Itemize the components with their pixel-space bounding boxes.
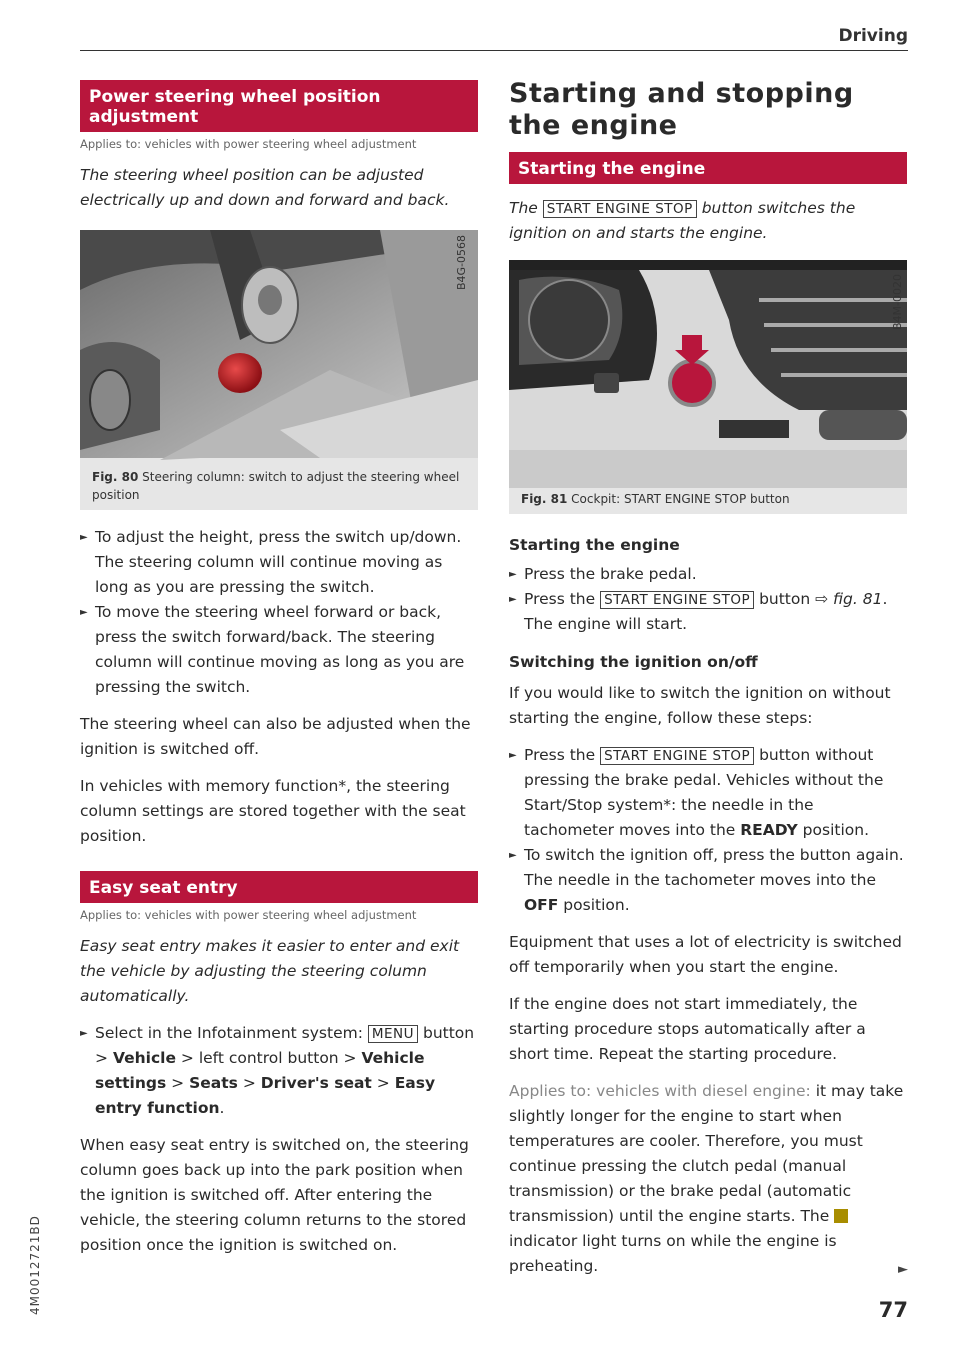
subheading-ignition: Switching the ignition on/off xyxy=(509,653,758,671)
switch-icon xyxy=(594,373,619,393)
intro-start-button: The START ENGINE STOP button switches the ignition on and starts the engine. xyxy=(509,199,856,242)
para-ignition-off: The steering wheel can also be adjusted when the ignition is switched off. xyxy=(80,715,471,758)
para-electricity: Equipment that uses a lot of electricity is switched off temporarily when you start the engine. xyxy=(509,933,902,976)
heading-easy-seat-entry: Easy seat entry xyxy=(80,871,478,903)
continue-arrow-icon: ► xyxy=(898,1262,908,1277)
adjust-switch-icon xyxy=(218,353,262,393)
figure-80-caption xyxy=(92,468,472,504)
page-number: 77 xyxy=(878,1298,908,1322)
figure-code: B4M-0020 xyxy=(891,274,904,330)
bullet-press-brake: ► Press the brake pedal. xyxy=(509,562,907,587)
bullet-ignition-on: ► Press the START ENGINE STOP button without pressing the brake pedal. Vehicles without the Start/Stop system*: the needle in the tachometer moves into the READY position. xyxy=(509,743,907,843)
figure-code: B4G-0568 xyxy=(455,234,468,290)
chapter-title: Starting and stopping the engine xyxy=(509,78,854,141)
bullet-menu-path: ► Select in the Infotainment system: MENU button > Vehicle > left control button > Vehicle settings > Seats > Driver's seat > Easy entry function. xyxy=(80,1021,478,1121)
preheat-indicator-icon xyxy=(834,1209,848,1223)
figure-label: Fig. 80 xyxy=(92,470,139,484)
heading-starting-engine: Starting the engine xyxy=(509,152,907,184)
subheading-starting: Starting the engine xyxy=(509,536,680,554)
para-diesel: Applies to: vehicles with diesel engine: it may take slightly longer for the engine to start when temperatures are cooler. Therefore, you must continue pressing the clutch pedal (manual transmission) or the brake pedal (automatic transmission) until the engine starts. The indicator light turns on while the engine is preheating. xyxy=(509,1082,904,1275)
heading-power-steering: Power steering wheel position adjustment xyxy=(80,80,478,132)
applies-note: Applies to: vehicles with power steering wheel adjustment xyxy=(80,137,417,151)
document-code: 4M0012721BD xyxy=(28,1215,42,1315)
bullet-adjust-height: ► To adjust the height, press the switch up/down. The steering column will continue moving as long as you are pressing the switch. xyxy=(80,525,478,600)
bullet-move-forward-back: ► To move the steering wheel forward or back, press the switch forward/back. The steering column will continue moving as long as you are pressing the switch. xyxy=(80,600,478,700)
bullet-press-button: ► Press the START ENGINE STOP button ⇨ fig. 81. The engine will start. xyxy=(509,587,907,637)
para-not-start: If the engine does not start immediately, the starting procedure stops automatically after a short time. Repeat the starting procedure. xyxy=(509,995,866,1063)
menu-key: MENU xyxy=(368,1025,418,1043)
left-column xyxy=(80,80,478,1258)
applies-note-2: Applies to: vehicles with power steering wheel adjustment xyxy=(80,908,417,922)
figure-81 xyxy=(509,260,907,514)
start-stop-button-icon xyxy=(670,361,714,405)
para-without-starting: If you would like to switch the ignition on without starting the engine, follow these steps: xyxy=(509,684,891,727)
figure-81-caption: Fig. 81 Cockpit: START ENGINE STOP button xyxy=(521,492,790,506)
figure-80 xyxy=(80,230,478,510)
para-easy-entry-on: When easy seat entry is switched on, the steering column goes back up into the park position when the ignition is switched off. After entering the vehicle, the steering column returns to the stored position once the ignition is switched on. xyxy=(80,1136,469,1254)
cockpit-illustration xyxy=(509,260,907,488)
bullet-ignition-off: ► To switch the ignition off, press the button again. The needle in the tachometer moves into the OFF position. xyxy=(509,843,907,918)
figure-reference-link[interactable]: ⇨ fig. 81 xyxy=(815,590,883,608)
figure-caption-text: Steering column: switch to adjust the steering wheel position xyxy=(92,470,460,502)
section-title: Driving xyxy=(838,26,908,46)
header-rule xyxy=(80,50,908,51)
right-column xyxy=(509,78,907,1279)
intro-easy-seat: Easy seat entry makes it easier to enter and exit the vehicle by adjusting the steering column automatically. xyxy=(80,937,460,1005)
intro-power-steering: The steering wheel position can be adjusted electrically up and down and forward and back. xyxy=(80,166,450,209)
para-memory: In vehicles with memory function*, the steering column settings are stored together with the seat position. xyxy=(80,777,466,845)
